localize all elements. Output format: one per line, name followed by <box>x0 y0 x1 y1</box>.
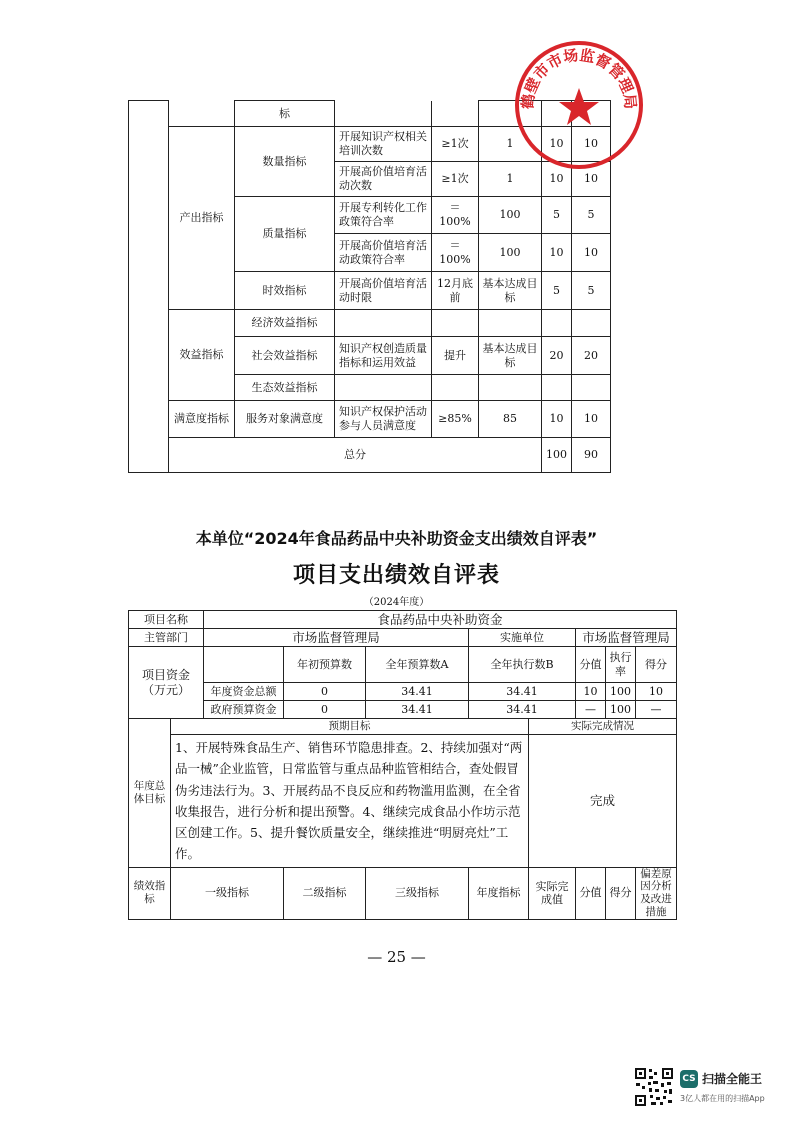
score-value: 10 <box>572 127 611 162</box>
expected-goal-text: 1、开展特殊食品生产、销售环节隐患排查。2、持续加强对“两品一械”企业监管，日常监管与重点品种监管相结合，查处假冒伪劣违法行为。3、开展药品不良反应和药物滥用监测，在全省收集报告，进行分析和提出预警。4、继续完成食品小作坊示范区创建工作。5、提升餐饮质量安全，继续推进“明厨亮灶”工作。 <box>171 735 529 868</box>
expected-goal-header: 预期目标 <box>171 719 529 735</box>
fund-exec: 34.41 <box>469 683 576 701</box>
col-level2-indicator: 二级指标 <box>284 867 366 919</box>
indicator-name: 开展专利转化工作政策符合率 <box>335 197 432 234</box>
social-benefit-label: 社会效益指标 <box>235 337 335 375</box>
fund-row-label: 政府预算资金 <box>204 701 284 719</box>
actual-value: 1 <box>479 162 542 197</box>
score-value: 10 <box>572 234 611 272</box>
fund-annual: 34.41 <box>366 683 469 701</box>
col-score-weight: 分值 <box>576 647 606 683</box>
fund-initial: 0 <box>284 701 366 719</box>
actual-completion-header: 实际完成情况 <box>529 719 677 735</box>
col-points: 得分 <box>636 647 677 683</box>
total-score: 90 <box>572 438 611 473</box>
output-indicator-category: 产出指标 <box>169 127 235 310</box>
fund-score: — <box>576 701 606 719</box>
actual-completion-value: 完成 <box>529 735 677 868</box>
performance-indicator-label: 绩效指标 <box>129 867 171 919</box>
implementing-unit-value: 市场监督管理局 <box>576 629 677 647</box>
fund-rate: 100 <box>606 701 636 719</box>
seal-text: 鹤壁市市场监督管理局 <box>518 46 640 110</box>
target-value: ≥1次 <box>432 127 479 162</box>
service-satisfaction-label: 服务对象满意度 <box>235 401 335 438</box>
timeliness-indicator-label: 时效指标 <box>235 272 335 310</box>
form-title: 项目支出绩效自评表 <box>292 563 500 588</box>
fund-initial: 0 <box>284 683 366 701</box>
project-name-label: 项目名称 <box>129 611 204 629</box>
target-value: ≥85% <box>432 401 479 438</box>
project-fund-label: 项目资金（万元） <box>129 647 204 719</box>
score-value: 20 <box>572 337 611 375</box>
indicator-table-continued <box>128 100 611 473</box>
actual-value: 1 <box>479 127 542 162</box>
weight-value: 5 <box>542 272 572 310</box>
target-value: ≥1次 <box>432 162 479 197</box>
quality-indicator-label: 质量指标 <box>235 197 335 272</box>
target-value: 提升 <box>432 337 479 375</box>
economic-benefit-label: 经济效益指标 <box>235 310 335 337</box>
weight-value: 10 <box>542 162 572 197</box>
header-fragment: 标 <box>235 101 335 127</box>
actual-value: 85 <box>479 401 542 438</box>
quantity-indicator-label: 数量指标 <box>235 127 335 197</box>
form-year: （2024年度） <box>363 597 430 608</box>
col-level1-indicator: 一级指标 <box>171 867 284 919</box>
col-actual-value: 实际完成值 <box>529 867 576 919</box>
weight-value: 10 <box>542 234 572 272</box>
actual-value: 100 <box>479 234 542 272</box>
satisfaction-indicator-category: 满意度指标 <box>169 401 235 438</box>
section-heading: 本单位“2024年食品药品中央补助资金支出绩效自评表” <box>195 529 598 548</box>
score-value: 5 <box>572 197 611 234</box>
indicator-name: 开展高价值培育活动政策符合率 <box>335 234 432 272</box>
implementing-unit-label: 实施单位 <box>469 629 576 647</box>
score-value: 10 <box>572 162 611 197</box>
fund-score: 10 <box>576 683 606 701</box>
fund-annual: 34.41 <box>366 701 469 719</box>
col-initial-budget: 年初预算数 <box>284 647 366 683</box>
performance-self-evaluation-form <box>128 610 677 920</box>
page-number: — 25 — <box>367 948 426 966</box>
actual-value: 基本达成目标 <box>479 272 542 310</box>
total-full-score: 100 <box>542 438 572 473</box>
fund-points: — <box>636 701 677 719</box>
annual-goal-label: 年度总体目标 <box>129 719 171 868</box>
col-level3-indicator: 三级指标 <box>366 867 469 919</box>
supervising-dept-value: 市场监督管理局 <box>204 629 469 647</box>
indicator-name: 知识产权创造质量指标和运用效益 <box>335 337 432 375</box>
ecological-benefit-label: 生态效益指标 <box>235 375 335 401</box>
actual-value: 基本达成目标 <box>479 337 542 375</box>
weight-value: 5 <box>542 197 572 234</box>
scanner-app-slogan: 3亿人都在用的扫描App <box>680 1094 765 1103</box>
weight-value: 10 <box>542 127 572 162</box>
fund-exec: 34.41 <box>469 701 576 719</box>
weight-value: 10 <box>542 401 572 438</box>
project-name-value: 食品药品中央补助资金 <box>204 611 677 629</box>
score-value: 10 <box>572 401 611 438</box>
col-annual-target: 年度指标 <box>469 867 529 919</box>
indicator-name: 知识产权保护活动参与人员满意度 <box>335 401 432 438</box>
target-value: ＝100% <box>432 234 479 272</box>
camscanner-logo: CS <box>680 1070 698 1088</box>
fund-row-label: 年度资金总额 <box>204 683 284 701</box>
col-weight: 分值 <box>576 867 606 919</box>
benefit-indicator-category: 效益指标 <box>169 310 235 401</box>
fund-rate: 100 <box>606 683 636 701</box>
score-value: 5 <box>572 272 611 310</box>
total-label: 总分 <box>169 438 542 473</box>
col-annual-execution: 全年执行数B <box>469 647 576 683</box>
scanner-app-name: 扫描全能王 <box>702 1072 763 1086</box>
col-score: 得分 <box>606 867 636 919</box>
indicator-name: 开展高价值培育活动时限 <box>335 272 432 310</box>
target-value: 12月底前 <box>432 272 479 310</box>
col-annual-budget: 全年预算数A <box>366 647 469 683</box>
qr-code-icon <box>634 1067 674 1107</box>
col-execution-rate: 执行率 <box>606 647 636 683</box>
target-value: ＝100% <box>432 197 479 234</box>
fund-points: 10 <box>636 683 677 701</box>
supervising-dept-label: 主管部门 <box>129 629 204 647</box>
indicator-name: 开展知识产权相关培训次数 <box>335 127 432 162</box>
actual-value: 100 <box>479 197 542 234</box>
col-deviation-analysis: 偏差原因分析及改进措施 <box>636 867 677 919</box>
indicator-name: 开展高价值培育活动次数 <box>335 162 432 197</box>
left-blank-cell <box>129 101 169 473</box>
weight-value: 20 <box>542 337 572 375</box>
scanner-watermark <box>634 1067 784 1111</box>
